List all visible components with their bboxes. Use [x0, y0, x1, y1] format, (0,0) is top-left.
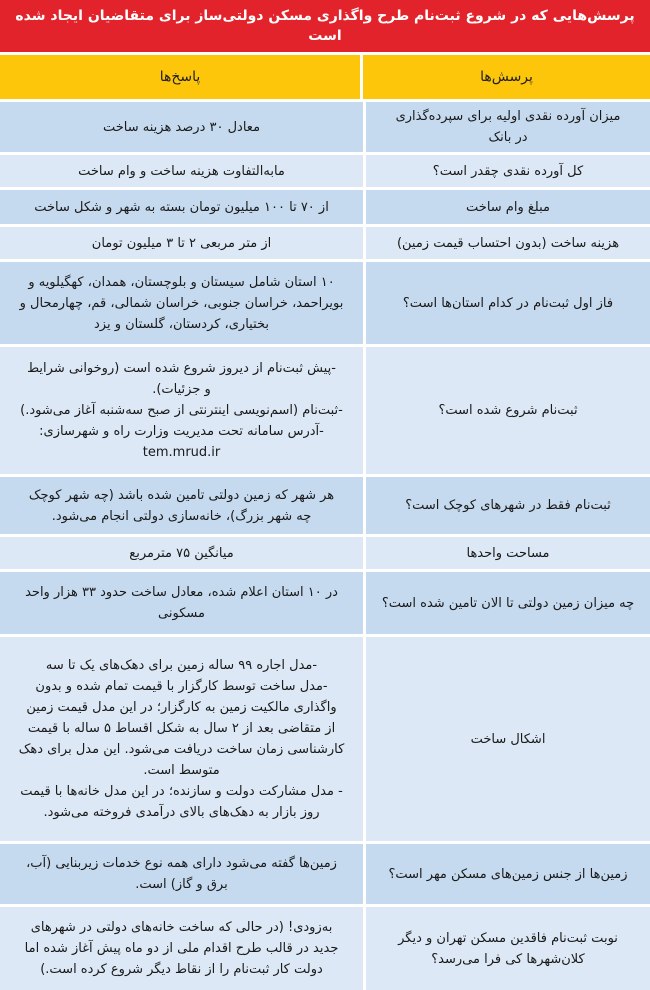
cell-text-line: tem.mrud.ir	[142, 445, 221, 460]
cell-text-line: فاز اول ثبت‌نام در کدام استان‌ها است؟	[402, 295, 614, 311]
question-cell	[363, 347, 650, 474]
cell-text-line: جدید در قالب طرح اقدام ملی از دو ماه پیش آغاز شده اما	[24, 941, 339, 956]
cell-text-line: در بانک	[488, 130, 528, 145]
table-row	[0, 344, 650, 474]
table-title: پرسش‌هایی که در شروع ثبت‌نام طرح واگذاری مسکن دولتی‌ساز برای متقاضیان ایجاد شده است	[0, 0, 650, 52]
cell-text-line: مبلغ وام ساخت	[466, 199, 550, 215]
question-cell	[363, 227, 650, 259]
cell-text-line: بختیاری، کردستان، گلستان و یزد	[93, 316, 270, 332]
answer-cell	[0, 477, 363, 534]
cell-text-line: میانگین ۷۵ مترمربع	[129, 545, 234, 561]
cell-text-line: مساحت واحدها	[466, 545, 550, 561]
table-row	[0, 99, 650, 152]
answer-cell	[0, 155, 363, 187]
table-row	[0, 534, 650, 569]
cell-text-line: مابه‌التفاوت هزینه ساخت و وام ساخت	[78, 163, 285, 179]
cell-text-line: از ۷۰ تا ۱۰۰ میلیون تومان بسته به شهر و شکل ساخت	[34, 199, 329, 215]
header-answers: پاسخ‌ها	[159, 69, 201, 85]
cell-text-line: دولت کار ثبت‌نام را از نقاط دیگر شروع کرده است.)	[40, 962, 323, 977]
cell-text-line: ثبت‌نام شروع شده است؟	[438, 403, 578, 418]
answer-cell	[0, 102, 363, 152]
cell-text-line: زمین‌ها گفته می‌شود دارای همه نوع خدمات زیربنایی (آب،	[26, 856, 337, 871]
cell-text-line: در ۱۰ استان اعلام شده، معادل ساخت حدود ۳۳ هزار واحد	[25, 585, 338, 600]
question-cell	[363, 637, 650, 841]
cell-text-line: -آدرس سامانه تحت مدیریت وزارت راه و شهرسازی:	[39, 424, 324, 439]
table-row	[0, 841, 650, 904]
cell-text-line: زمین‌ها از جنس زمین‌های مسکن مهر است؟	[388, 866, 628, 882]
table-row	[0, 474, 650, 534]
table-row	[0, 634, 650, 841]
answer-cell	[0, 537, 363, 569]
cell-text-line: واگذاری مالکیت زمین به کارگزار؛ در این مدل قیمت زمین	[26, 700, 337, 715]
answer-cell	[0, 844, 363, 904]
cell-text-line: میزان آورده نقدی اولیه برای سپرده‌گذاری	[395, 109, 621, 124]
cell-text-line: از متقاضی بعد از ۲ سال به شکل اقساط ۵ ساله با قیمت	[27, 721, 336, 736]
cell-text-line: چه میزان زمین دولتی تا الان تامین شده است؟	[381, 595, 635, 611]
cell-text-line: از متر مربعی ۲ تا ۳ میلیون تومان	[91, 235, 272, 251]
table-header	[0, 52, 650, 99]
question-cell	[363, 907, 650, 990]
question-cell	[363, 477, 650, 534]
cell-text-line: نوبت ثبت‌نام فاقدین مسکن تهران و دیگر	[398, 930, 618, 946]
cell-text-line: کلان‌شهرها کی فرا می‌رسد؟	[431, 951, 585, 967]
question-cell	[363, 190, 650, 224]
answer-cell	[0, 572, 363, 634]
cell-text-line: -پیش ثبت‌نام از دیروز شروع شده است (روخوانی شرایط	[27, 361, 336, 376]
cell-text-line: -مدل ساخت توسط کارگزار با قیمت تمام شده و بدون	[35, 679, 328, 694]
cell-text-line: معادل ۳۰ درصد هزینه ساخت	[102, 119, 261, 135]
question-cell	[363, 155, 650, 187]
table-row	[0, 569, 650, 634]
cell-text-line: -ثبت‌نام (اسم‌نویسی اینترنتی از صبح سه‌شنبه آغاز می‌شود.)	[20, 403, 343, 418]
table-row	[0, 224, 650, 259]
cell-text-line: به‌زودی! (در حالی که ساخت خانه‌های دولتی در شهرهای	[30, 920, 333, 935]
question-cell	[363, 102, 650, 152]
cell-text-line: هزینه ساخت (بدون احتساب قیمت زمین)	[396, 235, 620, 251]
answer-cell	[0, 637, 363, 841]
table-row	[0, 259, 650, 344]
cell-text-line: روز بازار به دهک‌های بالای درآمدی فروخته می‌شود.	[43, 805, 320, 820]
cell-text-line: -مدل اجاره ۹۹ ساله زمین برای دهک‌های یک تا سه	[45, 658, 318, 673]
cell-text-line: برق و گاز) است.	[135, 877, 228, 892]
cell-text-line: اشکال ساخت	[470, 731, 546, 747]
cell-text-line: ثبت‌نام فقط در شهرهای کوچک است؟	[405, 498, 611, 513]
cell-text-line: بویراحمد، خراسان جنوبی، خراسان شمالی، قم، چهارمحال و	[19, 295, 344, 311]
question-cell	[363, 572, 650, 634]
table-body	[0, 99, 650, 990]
answer-cell	[0, 227, 363, 259]
question-cell	[363, 844, 650, 904]
table-row	[0, 904, 650, 990]
cell-text-line: هر شهر که زمین دولتی تامین شده باشد (چه شهر کوچک	[28, 487, 335, 503]
cell-text-line: - مدل مشارکت دولت و سازنده؛ در این مدل خانه‌ها با قیمت	[20, 784, 343, 799]
header-questions: پرسش‌ها	[360, 55, 650, 99]
answer-cell	[0, 262, 363, 344]
answer-cell	[0, 190, 363, 224]
cell-text-line: کل آورده نقدی چقدر است؟	[432, 163, 584, 179]
table-row	[0, 152, 650, 187]
answer-cell	[0, 907, 363, 990]
table-row	[0, 187, 650, 224]
question-cell	[363, 262, 650, 344]
answer-cell	[0, 347, 363, 474]
cell-text-line: و جزئیات).	[152, 382, 211, 397]
cell-text-line: ۱۰ استان شامل سیستان و بلوچستان، همدان، کهگیلویه و	[28, 274, 335, 290]
question-cell	[363, 537, 650, 569]
cell-text-line: چه شهر بزرگ)، خانه‌سازی دولتی انجام می‌شود.	[51, 508, 312, 524]
cell-text-line: کارشناسی زمان ساخت دریافت می‌شود. این مدل برای دهک	[18, 742, 345, 757]
cell-text-line: مسکونی	[158, 606, 205, 621]
cell-text-line: متوسط است.	[143, 763, 220, 778]
